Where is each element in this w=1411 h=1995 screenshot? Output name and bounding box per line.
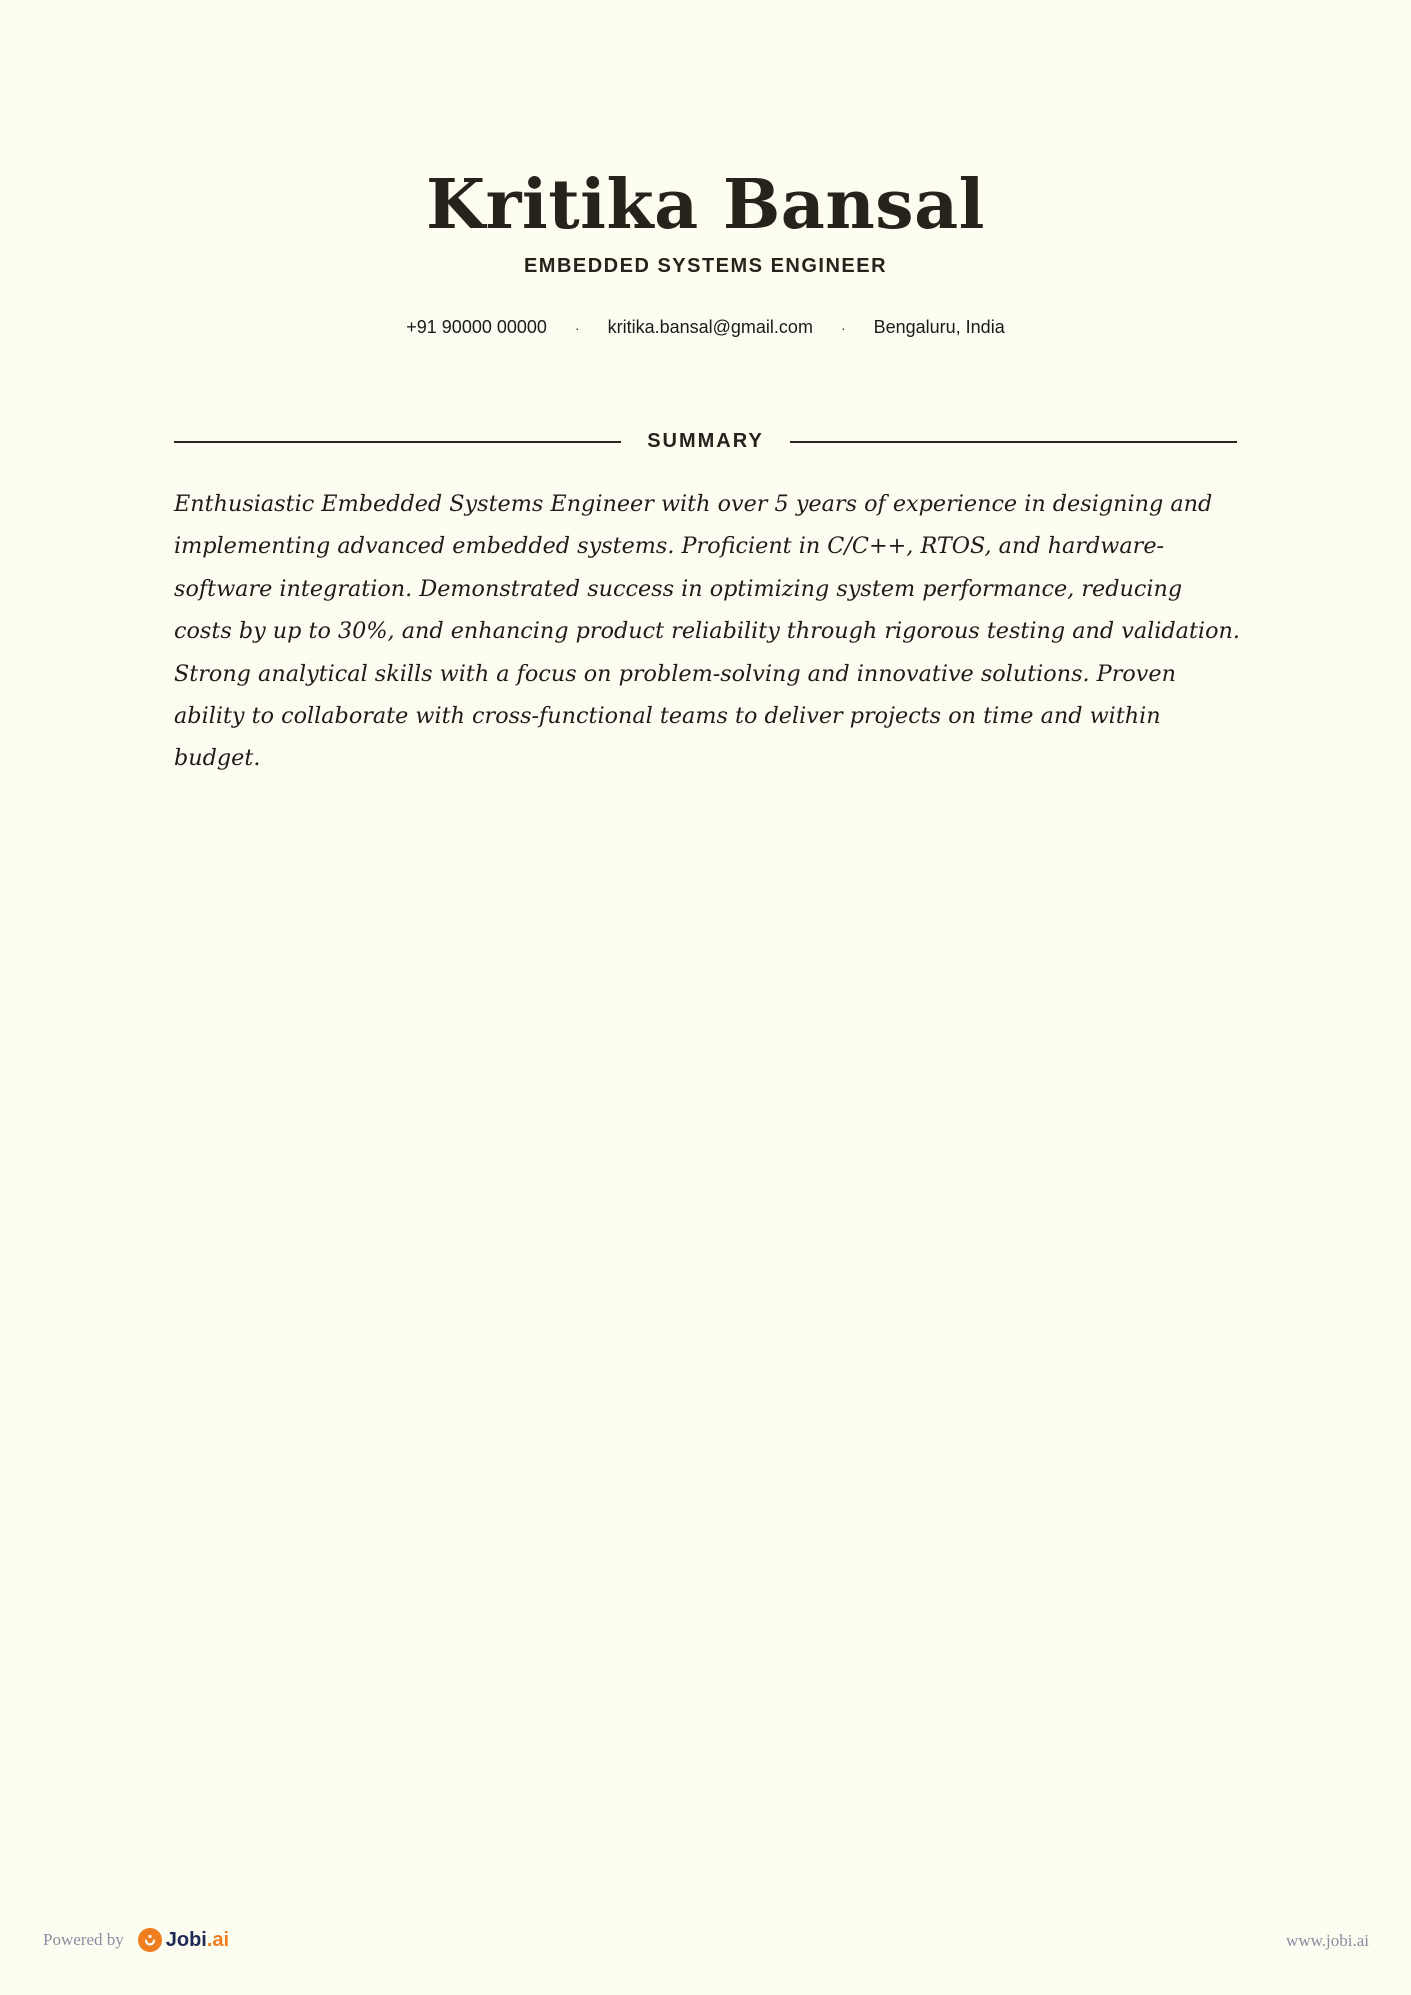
- job-title: EMBEDDED SYSTEMS ENGINEER: [523, 255, 888, 277]
- section-title: SUMMARY: [647, 430, 764, 452]
- email-address: kritika.bansal@gmail.com: [607, 317, 813, 337]
- contact-info: [0, 317, 1411, 338]
- divider-line: [174, 441, 621, 443]
- divider-line: [790, 441, 1237, 443]
- summary-section-header: [174, 430, 1237, 453]
- phone-number: +91 90000 00000: [406, 317, 547, 337]
- brand-accent: .ai: [206, 1928, 230, 1951]
- jobi-logo-text[interactable]: [166, 1929, 229, 1952]
- location: Bengaluru, India: [873, 317, 1005, 337]
- powered-by-footer: [43, 1928, 229, 1952]
- candidate-name: Kritika Bansal: [425, 165, 985, 245]
- summary-text: Enthusiastic Embedded Systems Engineer with over 5 years of experience in designing and implementing advanced embedded systems. Proficient in C/C++, RTOS, and hardware-software integration. Demonstrated success in optimizing system performance, reducing costs by up to 30%, and enhancing product reliability through rigorous testing and validation. Strong analytical skills with a focus on problem-solving and innovative solutions. Proven ability to collaborate with cross-functional teams to deliver projects on time and within budget.: [174, 491, 1240, 772]
- contact-separator: ·: [574, 319, 580, 336]
- jobi-logo-icon: [138, 1928, 162, 1952]
- powered-by-label: Powered by: [43, 1930, 124, 1949]
- brand-main: Jobi: [165, 1928, 207, 1951]
- website-link[interactable]: www.jobi.ai: [1286, 1931, 1369, 1950]
- contact-separator: ·: [840, 319, 846, 336]
